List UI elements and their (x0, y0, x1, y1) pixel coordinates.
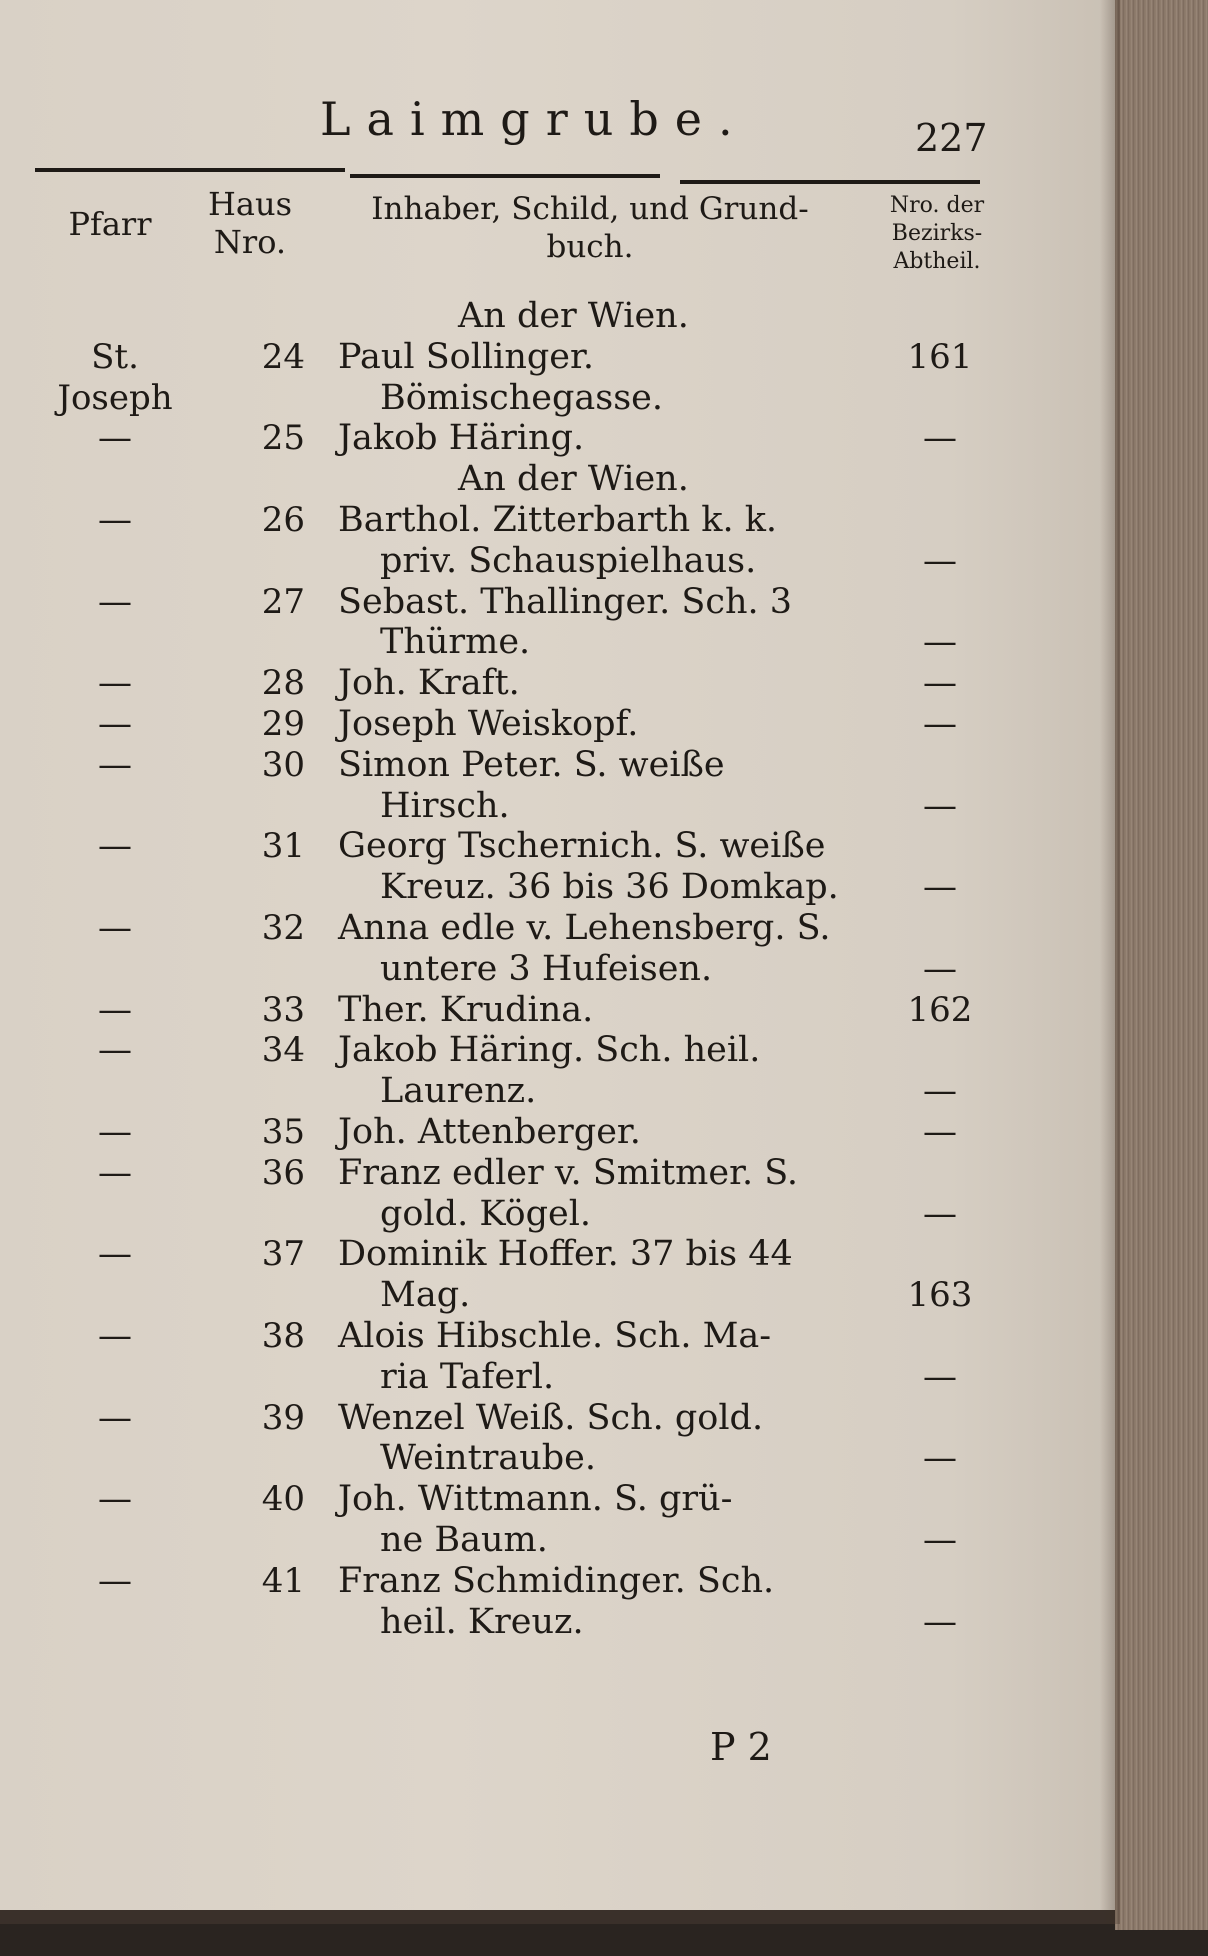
house-number-cell: 33 (261, 990, 305, 1030)
holder-cell: Anna edle v. Lehensberg. S. (338, 908, 831, 948)
table-row (0, 908, 1115, 952)
holder-cell: Jakob Häring. (338, 418, 585, 458)
house-number-cell: 36 (261, 1153, 305, 1193)
signature-mark: P 2 (710, 1725, 772, 1769)
table-row (0, 949, 1115, 993)
district-number-cell: — (923, 1438, 957, 1478)
table-row (0, 1602, 1115, 1646)
holder-cell: An der Wien. (458, 459, 689, 499)
holder-cell: An der Wien. (458, 296, 689, 336)
holder-cell: Bömischegasse. (380, 378, 664, 418)
district-number-cell: — (923, 1357, 957, 1397)
holder-cell: Weintraube. (380, 1438, 597, 1478)
holder-cell: Mag. (380, 1275, 471, 1315)
table-row (0, 990, 1115, 1034)
holder-cell: ria Taferl. (380, 1357, 555, 1397)
district-number-cell: — (923, 867, 957, 907)
column-header-label: buch. (546, 229, 634, 265)
holder-cell: Laurenz. (380, 1071, 537, 1111)
district-number-cell: — (923, 663, 957, 703)
house-number-cell: 40 (261, 1479, 305, 1519)
holder-cell: Paul Sollinger. (338, 337, 595, 377)
table-row (0, 704, 1115, 748)
table-row (0, 1316, 1115, 1360)
pfarr-cell: — (98, 1316, 132, 1356)
table-row (0, 459, 1115, 503)
house-number-cell: 30 (261, 745, 305, 785)
table-row (0, 1071, 1115, 1115)
district-number-cell: 161 (907, 337, 973, 377)
house-number-cell: 27 (261, 582, 305, 622)
column-header-label: Inhaber, Schild, und Grund- (371, 191, 809, 227)
house-number-cell: 31 (261, 826, 305, 866)
house-number-cell: 29 (261, 704, 305, 744)
table-row (0, 582, 1115, 626)
pfarr-cell: — (98, 826, 132, 866)
table-row (0, 500, 1115, 544)
column-header-label: Pfarr (68, 205, 152, 243)
pfarr-cell: — (98, 990, 132, 1030)
table-row (0, 663, 1115, 707)
district-number-cell: 162 (907, 990, 973, 1030)
table-row (0, 296, 1115, 340)
holder-cell: Georg Tschernich. S. weiße (338, 826, 826, 866)
holder-cell: Joh. Kraft. (338, 663, 520, 703)
holder-cell: Sebast. Thallinger. Sch. 3 (338, 582, 793, 622)
district-number-cell: — (923, 418, 957, 458)
district-number-cell: — (923, 786, 957, 826)
holder-cell: untere 3 Hufeisen. (380, 949, 713, 989)
pfarr-cell: — (98, 1561, 132, 1601)
table-row (0, 378, 1115, 422)
holder-cell: Jakob Häring. Sch. heil. (338, 1030, 761, 1070)
book-fore-edge (1115, 0, 1208, 1930)
house-number-cell: 35 (261, 1112, 305, 1152)
house-number-cell: 25 (261, 418, 305, 458)
table-row (0, 786, 1115, 830)
district-number-cell: — (923, 1112, 957, 1152)
district-number-cell: — (923, 1520, 957, 1560)
holder-cell: Ther. Krudina. (338, 990, 594, 1030)
holder-cell: Alois Hibschle. Sch. Ma- (338, 1316, 772, 1356)
column-header-label: Haus (207, 185, 292, 223)
holder-cell: Dominik Hoffer. 37 bis 44 (338, 1234, 793, 1274)
pfarr-cell: — (98, 1398, 132, 1438)
holder-cell: Joseph Weiskopf. (338, 704, 639, 744)
column-header-label: Abtheil. (893, 249, 981, 274)
holder-cell: Kreuz. 36 bis 36 Domkap. (380, 867, 839, 907)
house-number-cell: 28 (261, 663, 305, 703)
holder-cell: ne Baum. (380, 1520, 548, 1560)
pfarr-cell: — (98, 704, 132, 744)
holder-cell: Wenzel Weiß. Sch. gold. (338, 1398, 764, 1438)
district-number-cell: — (923, 704, 957, 744)
table-row (0, 622, 1115, 666)
district-number-cell: — (923, 1602, 957, 1642)
table-row (0, 337, 1115, 381)
column-header-label: Nro. (213, 223, 287, 261)
page-number: 227 (915, 116, 988, 160)
pfarr-cell: — (98, 1153, 132, 1193)
pfarr-cell: St. (91, 337, 139, 377)
holder-cell: priv. Schauspielhaus. (380, 541, 757, 581)
pfarr-cell: — (98, 1234, 132, 1274)
column-header-label: Bezirks- (891, 221, 983, 246)
district-number-cell: — (923, 1194, 957, 1234)
holder-cell: Joh. Attenberger. (338, 1112, 641, 1152)
house-number-cell: 26 (261, 500, 305, 540)
table-row (0, 1561, 1115, 1605)
table-row (0, 867, 1115, 911)
table-row (0, 1194, 1115, 1238)
holder-cell: Thürme. (380, 622, 531, 662)
pfarr-cell: — (98, 418, 132, 458)
table-row (0, 745, 1115, 789)
holder-cell: gold. Kögel. (380, 1194, 592, 1234)
holder-cell: Simon Peter. S. weiße (338, 745, 725, 785)
pfarr-cell: — (98, 908, 132, 948)
table-row (0, 1479, 1115, 1523)
house-number-cell: 34 (261, 1030, 305, 1070)
table-row (0, 418, 1115, 462)
pfarr-cell: — (98, 1030, 132, 1070)
table-row (0, 541, 1115, 585)
table-row (0, 826, 1115, 870)
running-title: Laimgrube. (320, 92, 749, 146)
table-row (0, 1357, 1115, 1401)
table-row (0, 1112, 1115, 1156)
holder-cell: Hirsch. (380, 786, 510, 826)
pfarr-cell: Joseph (57, 378, 173, 418)
holder-cell: Barthol. Zitterbarth k. k. (338, 500, 778, 540)
column-header-label: Nro. der (889, 193, 985, 218)
house-number-cell: 38 (261, 1316, 305, 1356)
holder-cell: Joh. Wittmann. S. grü- (338, 1479, 733, 1519)
table-row (0, 1153, 1115, 1197)
table-row (0, 1520, 1115, 1564)
pfarr-cell: — (98, 1479, 132, 1519)
table-row (0, 1398, 1115, 1442)
holder-cell: Franz Schmidinger. Sch. (338, 1561, 775, 1601)
house-number-cell: 41 (261, 1561, 305, 1601)
page-shadow (1100, 0, 1120, 1924)
pfarr-cell: — (98, 582, 132, 622)
house-number-cell: 39 (261, 1398, 305, 1438)
pfarr-cell: — (98, 1112, 132, 1152)
holder-cell: Franz edler v. Smitmer. S. (338, 1153, 799, 1193)
district-number-cell: — (923, 949, 957, 989)
house-number-cell: 37 (261, 1234, 305, 1274)
table-row (0, 1438, 1115, 1482)
district-number-cell: — (923, 1071, 957, 1111)
table-row (0, 1275, 1115, 1319)
table-row (0, 1234, 1115, 1278)
house-number-cell: 32 (261, 908, 305, 948)
district-number-cell: — (923, 622, 957, 662)
holder-cell: heil. Kreuz. (380, 1602, 584, 1642)
district-number-cell: — (923, 541, 957, 581)
pfarr-cell: — (98, 663, 132, 703)
district-number-cell: 163 (907, 1275, 973, 1315)
house-number-cell: 24 (261, 337, 305, 377)
pfarr-cell: — (98, 745, 132, 785)
pfarr-cell: — (98, 500, 132, 540)
table-row (0, 1030, 1115, 1074)
